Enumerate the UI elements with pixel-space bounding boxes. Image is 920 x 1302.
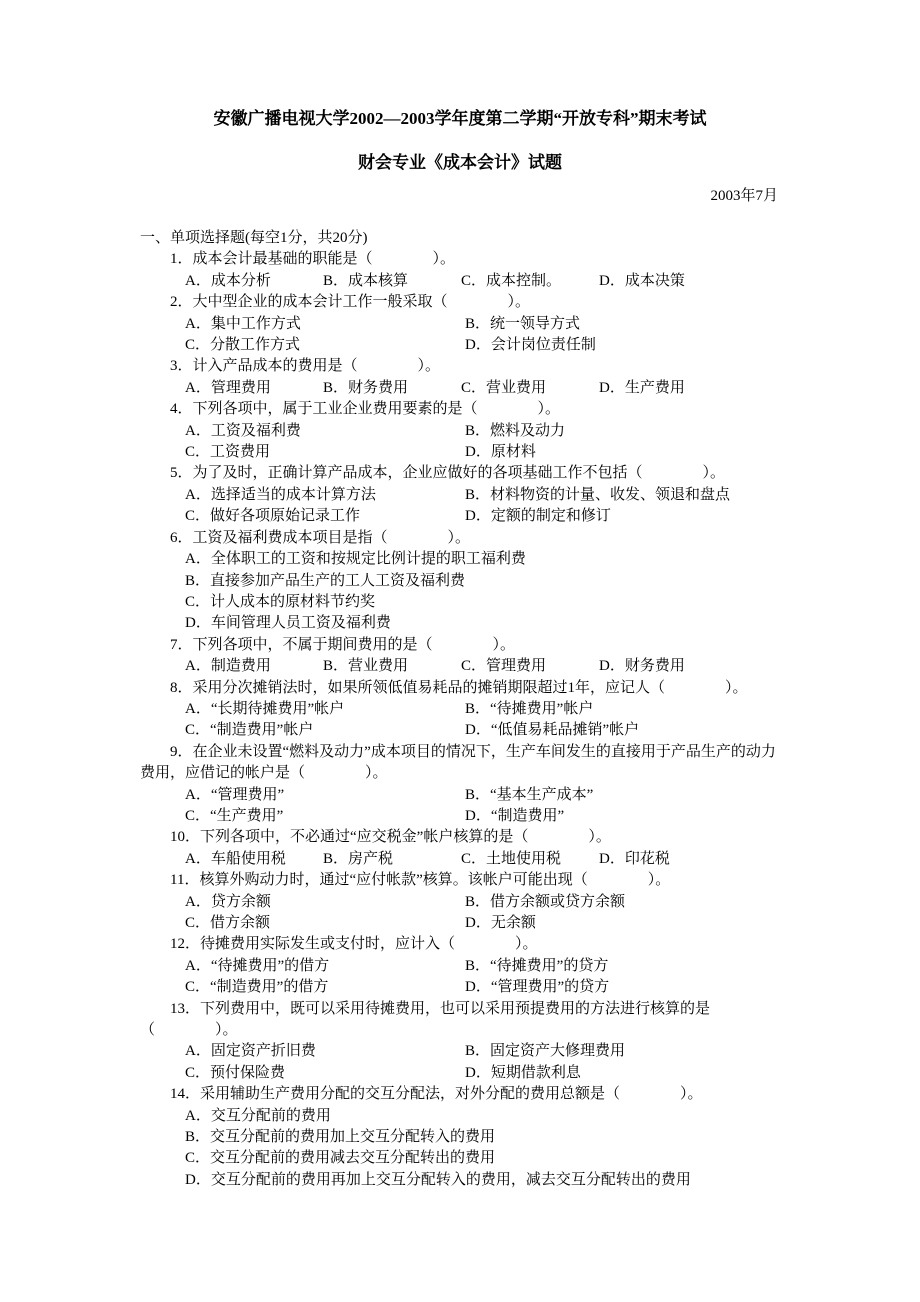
option-C: C．做好各项原始记录工作	[185, 508, 361, 525]
option-group	[140, 892, 782, 935]
option-group	[140, 1106, 782, 1192]
question-text: 4．下列各项中，属于工业企业费用要素的是（ ）。	[170, 401, 561, 418]
option-A: A．“管理费用”	[185, 786, 285, 803]
option-B: B．统一领导方式	[465, 315, 581, 332]
option-group	[140, 956, 782, 999]
option-D: D．定额的制定和修订	[465, 508, 611, 525]
question-text: 14．采用辅助生产费用分配的交互分配法，对外分配的费用总额是（ ）。	[170, 1086, 703, 1103]
option-B: B．营业费用	[323, 658, 409, 675]
option-group	[140, 378, 782, 399]
option-C: C．“制造费用”的借方	[185, 979, 329, 996]
question-3	[140, 356, 782, 399]
option-B: B．成本核算	[323, 272, 409, 289]
option-group	[140, 785, 782, 828]
option-A: A．制造费用	[185, 658, 271, 675]
option-group	[140, 314, 782, 357]
question-7	[140, 635, 782, 678]
question-14	[140, 1084, 782, 1191]
option-C: C．分散工作方式	[185, 337, 301, 354]
option-A: A．交互分配前的费用	[185, 1107, 331, 1124]
question-12	[140, 934, 782, 998]
option-A: A．全体职工的工资和按规定比例计提的职工福利费	[185, 551, 526, 568]
option-A: A．“待摊费用”的借方	[185, 957, 330, 974]
option-A: A．贷方余额	[185, 893, 271, 910]
option-group	[140, 485, 782, 528]
option-B: B．“待摊费用”的贷方	[465, 957, 609, 974]
section-heading: 一、单项选择题(每空1分，共20分)	[140, 230, 368, 246]
option-D: D．会计岗位责任制	[465, 337, 596, 354]
question-13	[140, 999, 782, 1085]
option-D: D．“制造费用”	[465, 807, 565, 824]
question-text: 6．工资及福利费成本项目是指（ ）。	[170, 529, 471, 546]
exam-title: 安徽广播电视大学2002—2003学年度第二学期“开放专科”期末考试	[213, 109, 707, 128]
option-D: D．“管理费用”的贷方	[465, 979, 610, 996]
option-B: B．固定资产大修理费用	[465, 1043, 626, 1060]
question-9	[140, 742, 782, 828]
question-1	[140, 249, 782, 292]
question-list	[0, 249, 920, 1191]
option-D: D．短期借款利息	[465, 1064, 581, 1081]
question-text: 1．成本会计最基础的职能是（ ）。	[170, 251, 456, 268]
question-text: 13．下列费用中，既可以采用待摊费用，也可以采用预提费用的方法进行核算的是（ ）。	[140, 1000, 711, 1039]
option-B: B．房产税	[323, 850, 394, 867]
question-2	[140, 292, 782, 356]
option-D: D．生产费用	[599, 379, 685, 396]
question-text: 11．核算外购动力时，通过“应付帐款”核算。该帐户可能出现（ ）。	[170, 872, 671, 889]
exam-date: 2003年7月	[710, 188, 778, 204]
option-D: D．无余额	[465, 915, 536, 931]
option-B: B．财务费用	[323, 379, 409, 396]
option-C: C．借方余额	[185, 915, 271, 931]
option-C: C．计人成本的原材料节约奖	[185, 593, 376, 610]
option-D: D．印花税	[599, 850, 670, 867]
option-D: D．车间管理人员工资及福利费	[185, 615, 391, 632]
option-D: D．原材料	[465, 444, 536, 461]
option-B: B．直接参加产品生产的工人工资及福利费	[185, 572, 466, 589]
option-C: C．预付保险费	[185, 1064, 286, 1081]
option-B: B．“待摊费用”帐户	[465, 700, 594, 717]
question-6	[140, 528, 782, 635]
option-C: C．“制造费用”帐户	[185, 722, 314, 739]
option-D: D．交互分配前的费用再加上交互分配转入的费用，减去交互分配转出的费用	[185, 1171, 691, 1188]
option-A: A．选择适当的成本计算方法	[185, 486, 376, 503]
question-10	[140, 827, 782, 870]
option-D: D．成本决策	[599, 272, 685, 289]
exam-subtitle: 财会专业《成本会计》试题	[358, 153, 562, 172]
question-4	[140, 399, 782, 463]
option-A: A．管理费用	[185, 379, 271, 396]
question-5	[140, 463, 782, 527]
option-group	[140, 549, 782, 635]
option-B: B．交互分配前的费用加上交互分配转入的费用	[185, 1129, 496, 1146]
option-C: C．工资费用	[185, 444, 271, 461]
question-text: 8．采用分次摊销法时，如果所领低值易耗品的摊销期限超过1年，应记人（ ）。	[170, 679, 748, 696]
question-text: 10．下列各项中，不必通过“应交税金”帐户核算的是（ ）。	[170, 829, 611, 846]
question-text: 9．在企业未设置“燃料及动力”成本项目的情况下，生产车间发生的直接用于产品生产的动力费用，应借记的帐户是（ ）。	[140, 743, 776, 782]
option-group	[140, 1041, 782, 1084]
option-C: C．成本控制。	[461, 272, 562, 289]
option-C: C．管理费用	[461, 658, 547, 675]
option-C: C．土地使用税	[461, 850, 562, 867]
option-A: A．固定资产折旧费	[185, 1043, 316, 1060]
option-A: A．“长期待摊费用”帐户	[185, 700, 345, 717]
option-group	[140, 656, 782, 677]
option-D: D．“低值易耗品摊销”帐户	[465, 722, 640, 739]
option-C: C．营业费用	[461, 379, 547, 396]
option-A: A．车船使用税	[185, 850, 286, 867]
option-group	[140, 699, 782, 742]
question-text: 12．待摊费用实际发生或支付时，应计入（ ）。	[170, 936, 538, 953]
question-text: 5．为了及时，正确计算产品成本，企业应做好的各项基础工作不包括（ ）。	[170, 465, 726, 482]
question-8	[140, 678, 782, 742]
option-B: B．燃料及动力	[465, 422, 566, 439]
option-A: A．成本分析	[185, 272, 271, 289]
question-11	[140, 870, 782, 934]
option-B: B．借方余额或贷方余额	[465, 893, 626, 910]
option-group	[140, 421, 782, 464]
option-C: C．“生产费用”	[185, 807, 284, 824]
option-A: A．工资及福利费	[185, 422, 301, 439]
question-text: 2．大中型企业的成本会计工作一般采取（ ）。	[170, 294, 531, 311]
question-text: 7．下列各项中，不属于期间费用的是（ ）。	[170, 636, 516, 653]
option-B: B．“基本生产成本”	[465, 786, 594, 803]
option-group	[140, 849, 782, 870]
option-A: A．集中工作方式	[185, 315, 301, 332]
question-text: 3．计入产品成本的费用是（ ）。	[170, 358, 441, 375]
option-D: D．财务费用	[599, 658, 685, 675]
option-B: B．材料物资的计量、收发、领退和盘点	[465, 486, 731, 503]
option-C: C．交互分配前的费用减去交互分配转出的费用	[185, 1150, 496, 1167]
option-group	[140, 271, 782, 292]
